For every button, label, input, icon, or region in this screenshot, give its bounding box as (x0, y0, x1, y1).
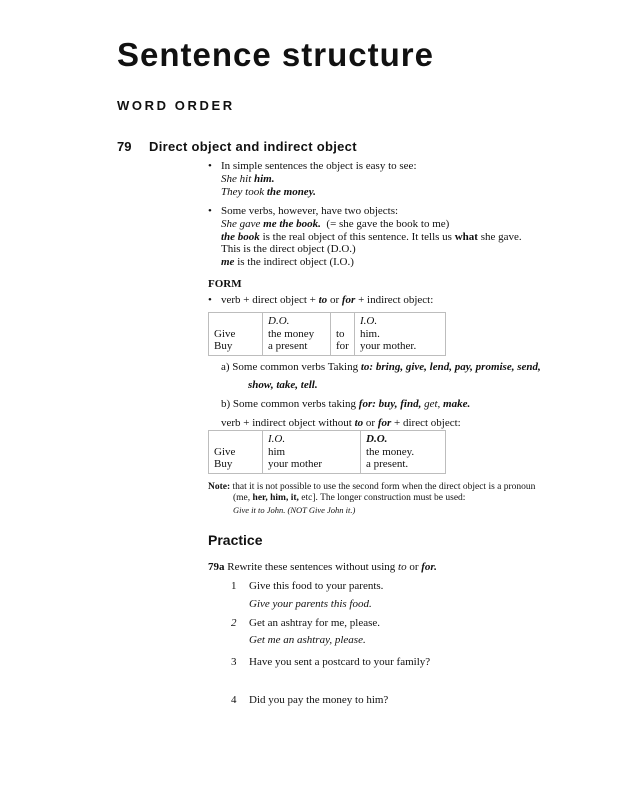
section-heading: WORD ORDER (117, 98, 235, 113)
item-answer: Get me an ashtray, please. (249, 634, 366, 646)
table-cell-verb: Give Buy (209, 313, 263, 356)
explanation-line: me is the indirect object (I.O.) (221, 256, 354, 268)
table-cell-indirect-object: I.O. him. your mother. (355, 313, 446, 356)
verbs-taking-to: a) Some common verbs Taking to: bring, give, lend, pay, promise, send, (221, 361, 541, 373)
table-cell-indirect-object: I.O. him your mother (263, 431, 361, 474)
practice-heading: Practice (208, 532, 263, 548)
item-number: 4 (231, 694, 237, 706)
table-cell-preposition: to for (331, 313, 355, 356)
bullet-mark: • (208, 294, 212, 306)
pronoun-note: Note: that it is not possible to use the second form when the direct object is a pronoun (208, 482, 536, 492)
exercise-instruction: 79a Rewrite these sentences without using to or for. (208, 561, 437, 573)
item-question: Give this food to your parents. (249, 580, 384, 592)
table-row (209, 431, 446, 474)
explanation-line: the book is the real object of this sentence. It tells us what she gave. (221, 231, 522, 243)
bullet-mark: • (208, 160, 212, 172)
bullet-text: Some verbs, however, have two objects: (221, 205, 399, 217)
pattern-table-without-preposition (208, 430, 446, 474)
example-line: They took the money. (221, 186, 316, 198)
verbs-taking-for: b) Some common verbs taking for: buy, find, get, make. (221, 398, 471, 410)
verbs-taking-to-cont: show, take, tell. (248, 379, 318, 391)
unit-number: 79 (117, 139, 132, 154)
table-cell-direct-object: D.O. the money. a present. (361, 431, 446, 474)
item-number: 3 (231, 656, 237, 668)
table-cell-verb: Give Buy (209, 431, 263, 474)
item-number: 1 (231, 580, 237, 592)
table-cell-direct-object: D.O. the money a present (263, 313, 331, 356)
page-title: Sentence structure (117, 36, 434, 73)
item-question: Get an ashtray for me, please. (249, 617, 381, 629)
item-question: Have you sent a postcard to your family? (249, 656, 431, 668)
form-pattern: verb + direct object + to or for + indirect object: (221, 294, 434, 306)
item-question: Did you pay the money to him? (249, 694, 389, 706)
explanation-line: This is the direct object (D.O.) (221, 243, 356, 255)
example-line: She hit him. (221, 173, 275, 185)
table-row (209, 313, 446, 356)
example-line: She gave me the book. (= she gave the book to me) (221, 218, 450, 230)
pronoun-note-example: Give it to John. (NOT Give John it.) (233, 505, 356, 515)
bullet-text: In simple sentences the object is easy to see: (221, 160, 417, 172)
item-number: 2 (231, 617, 237, 629)
pattern-table-with-preposition (208, 312, 446, 356)
unit-title: Direct object and indirect object (149, 139, 357, 154)
pronoun-note-cont: (me, her, him, it, etc]. The longer construction must be used: (233, 493, 466, 503)
form-heading: FORM (208, 278, 242, 290)
bullet-mark: • (208, 205, 212, 217)
pattern-without-preposition: verb + indirect object without to or for + direct object: (221, 417, 461, 429)
item-answer: Give your parents this food. (249, 598, 372, 610)
